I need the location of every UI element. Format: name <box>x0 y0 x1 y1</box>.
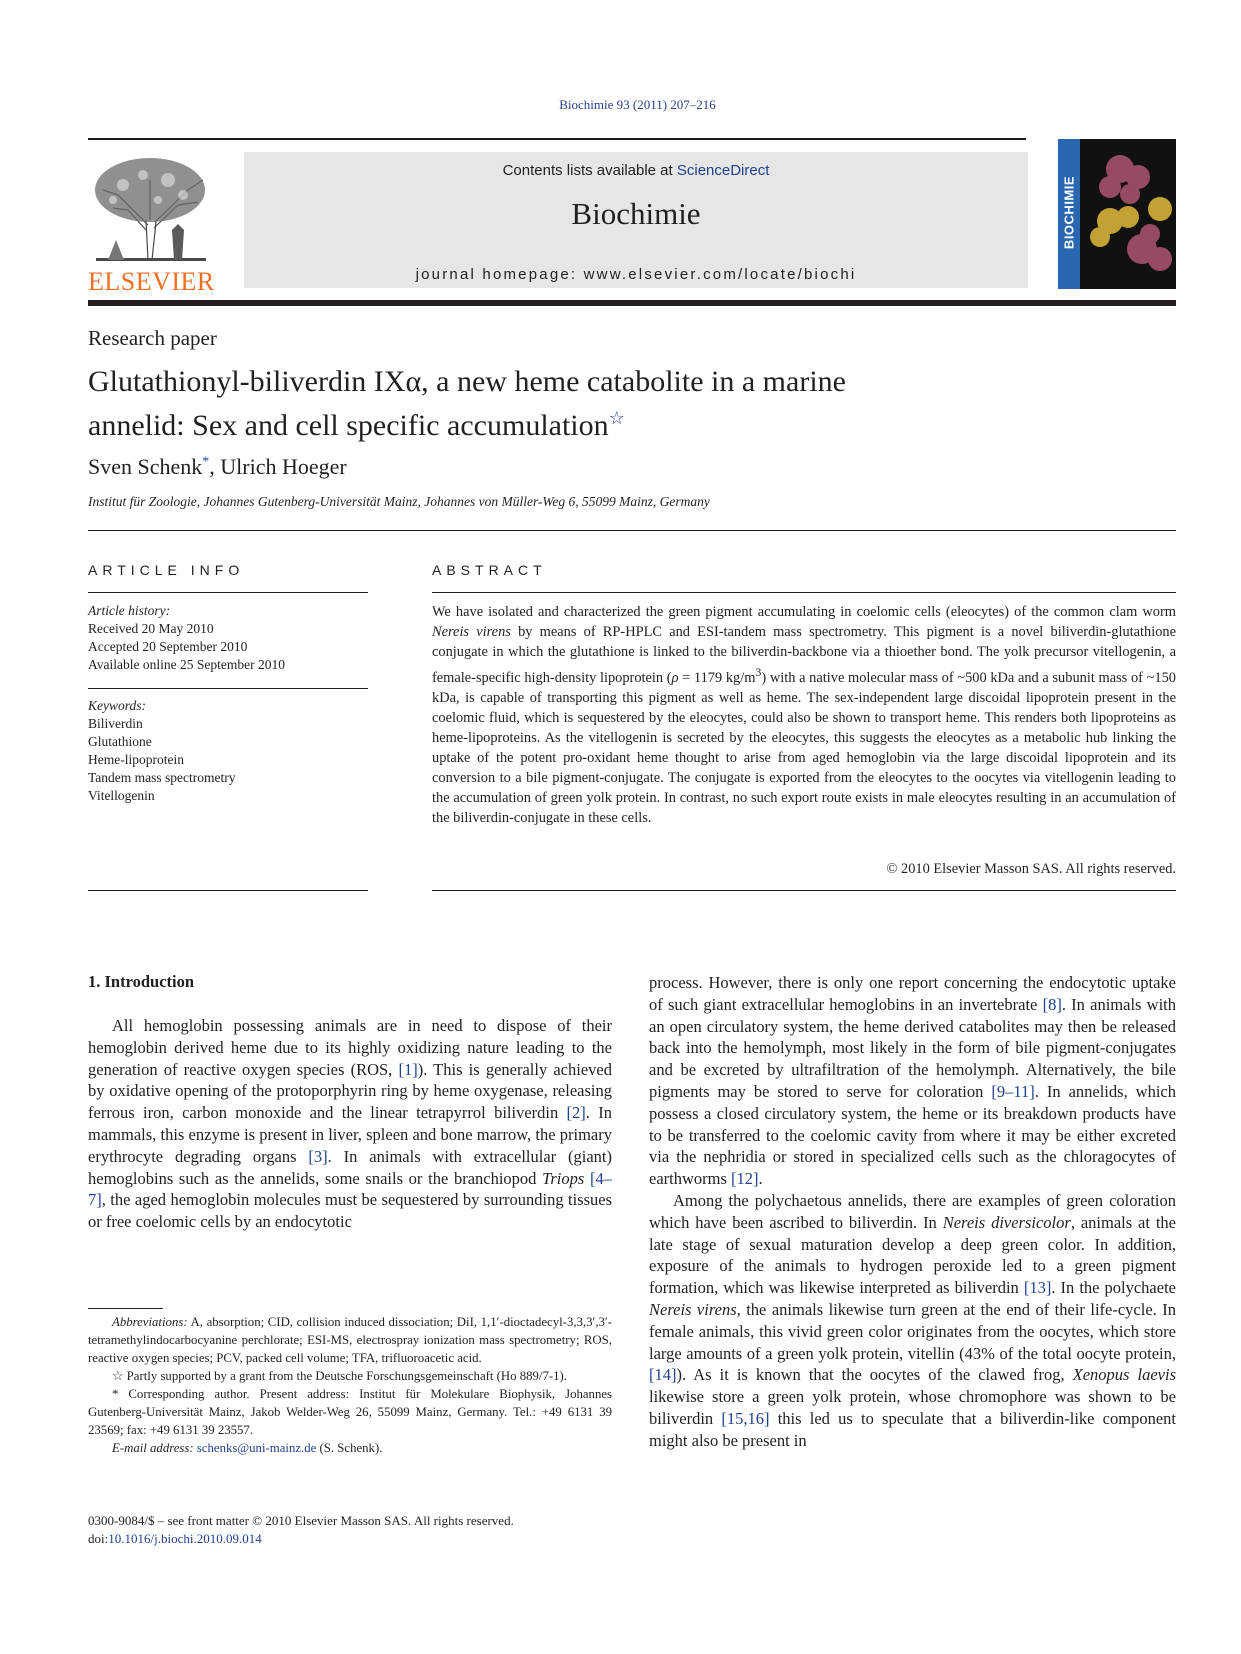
article-info-heading: ARTICLE INFO <box>88 562 245 578</box>
section-heading-introduction: 1. Introduction <box>88 972 195 991</box>
body-column-left <box>88 1015 612 1233</box>
doi-link[interactable]: 10.1016/j.biochi.2010.09.014 <box>108 1531 262 1546</box>
body-column-right <box>649 972 1176 1452</box>
species-name: Triops <box>542 1168 585 1188</box>
ref-link[interactable]: [13] <box>1023 1278 1052 1298</box>
abstract-s1: We have isolated and characterized the green pigment accumulating in coelomic cells (eleocytes) of the common clam worm <box>432 604 1176 620</box>
footnote-funding <box>88 1367 612 1385</box>
abstract-s4: ) with a native molecular mass of ~500 kDa and a subunit mass of ~150 kDa, is capable of transporting this pigment as well as heme. The sex-independent large discoidal lipoprotein present in the coelomic fluid, which is sequestered by the eleocytes, could also be shown to transport heme. This renders both lipoproteins as heme-lipoproteins. As the vitellogenin is secreted by the eleocytes, this suggests the eleocytes as a metabolic hub linking the uptake of the potent pro-oxidant heme thought to arise from aged hemoglobin via the large discoidal lipoprotein and its conversion to a bile pigment-conjugate. The conjugate is exported from the eleocytes to the oocytes via vitellogenin leading to the accumulation of green yolk protein. In contrast, no such export route exists in male eleocytes resulting in an accumulation of the biliverdin-conjugate in these cells. <box>432 669 1176 826</box>
email-label: E-mail address: <box>112 1441 194 1455</box>
keyword-item: Heme-lipoprotein <box>88 752 184 767</box>
article-type: Research paper <box>88 326 217 350</box>
contents-prefix: Contents lists available at <box>502 162 677 179</box>
keywords-label: Keywords: <box>88 698 146 713</box>
text-run: process. However, there is only one report concerning the endocytotic uptake of such giant extracellular hemoglobins in an invertebrate <box>649 973 1176 1014</box>
email-link[interactable]: schenks@uni-mainz.de <box>196 1441 317 1455</box>
ref-link[interactable]: [3] <box>308 1146 328 1166</box>
sciencedirect-link[interactable]: ScienceDirect <box>676 162 770 179</box>
footnote-email <box>88 1439 612 1457</box>
journal-banner <box>244 152 1028 288</box>
info-rule-bottom <box>88 890 368 891</box>
header-top-rule <box>88 138 1026 140</box>
email-suffix: (S. Schenk). <box>316 1441 383 1455</box>
title-rule <box>88 530 1176 531</box>
text-run: Among the polychaetous annelids, there are examples of green coloration which have been ascribed to biliverdin. In <box>649 1190 1176 1232</box>
keyword-item: Tandem mass spectrometry <box>88 770 236 785</box>
text-run: . In mammals, this enzyme is present in liver, spleen and bone marrow, the primary erythrocyte degrading organs <box>88 1103 612 1166</box>
text-run: , the aged hemoglobin molecules must be sequestered by surrounding tissues or free coelomic cells by an endocytotic <box>88 1190 612 1232</box>
ref-link[interactable]: [2] <box>566 1103 586 1123</box>
footnote-corresponding <box>88 1385 612 1439</box>
corresponding-text: Corresponding author. Present address: Institut für Molekulare Biophysik, Johannes Gutenberg-Universität Mainz, Jakob Welder-Weg 26, 55099 Mainz, Germany. Tel.: +49 6131 39 23569; fax: +49 6131 39 23557. <box>88 1387 612 1437</box>
journal-name: Biochimie <box>571 196 701 231</box>
doi-line <box>88 1530 688 1548</box>
journal-cover-thumbnail <box>1058 139 1176 289</box>
online-date: Available online 25 September 2010 <box>88 657 285 672</box>
text-run: . <box>758 1169 763 1189</box>
author-hoeger: Ulrich Hoeger <box>220 454 347 479</box>
text-run: ). This is generally achieved by oxidative opening of the protoporphyrin ring by heme oxygenase, releasing ferrous iron, carbon monoxide and the linear tetrapyrrol biliverdin <box>88 1059 612 1123</box>
doi-label: doi: <box>88 1531 109 1546</box>
text-run: ). As it is known that the oocytes of the clawed frog, <box>676 1365 1073 1385</box>
ref-link[interactable]: [8] <box>1042 994 1062 1014</box>
text-run: , animals at the late stage of sexual maturation develop a deep green color. In addition, exposure of the animals to hydrogen peroxide led to a green pigment formation, which was likewise interpreted as biliverdin <box>649 1212 1177 1298</box>
ref-link[interactable]: [12] <box>731 1169 759 1189</box>
info-rule-mid <box>88 688 368 689</box>
text-run: , the animals likewise turn green at the end of their life-cycle. In female animals, this vivid green color originates from the oocytes, which store large amounts of a green yolk protein, vitellin (43% of the total oocyte protein, <box>649 1299 1176 1363</box>
footnote-rule <box>88 1308 163 1309</box>
text-run: this led us to speculate that a biliverdin-like component might also be present in <box>649 1408 1177 1450</box>
intro-paragraph-1 <box>88 1015 612 1233</box>
funding-text: Partly supported by a grant from the Deutsche Forschungsgemeinschaft (Ho 889/7-1). <box>123 1369 568 1383</box>
abstract-rho: ρ <box>671 669 679 686</box>
abbreviations-text: A, absorption; CID, collision induced dissociation; DiI, 1,1′-dioctadecyl-3,3,3′,3′-tetramethylindocarbocyanine perchlorate; ESI-MS, electrospray ionization mass spectrometry; ROS, reactive oxygen species; PCV, packed cell volume; TFA, trifluoroacetic acid. <box>88 1315 612 1365</box>
abstract-copyright: © 2010 Elsevier Masson SAS. All rights reserved. <box>886 861 1176 877</box>
text-run: All hemoglobin possessing animals are in need to dispose of their hemoglobin derived heme due to its highly oxidizing nature leading to the generation of reactive oxygen species (ROS, <box>88 1016 612 1079</box>
journal-homepage[interactable]: journal homepage: www.elsevier.com/locate/biochi <box>415 266 857 283</box>
ref-link[interactable]: [14] <box>649 1365 677 1385</box>
author-schenk: Sven Schenk <box>88 454 203 479</box>
received-date: Received 20 May 2010 <box>88 621 214 636</box>
intro-paragraph-2 <box>649 1190 1176 1452</box>
ref-link[interactable]: [15,16] <box>721 1408 770 1428</box>
abbreviations-label: Abbreviations: <box>112 1315 188 1329</box>
abstract-rule-bottom <box>432 890 1176 891</box>
abstract-s2: by means of RP-HPLC and ESI-tandem mass spectrometry. This pigment is a novel biliverdin-glutathione conjugate in which the glutathione is linked to the biliverdin-backbone via a thioether bond. The yolk precursor vitellogenin, a female-specific high-density lipoprotein ( <box>432 624 1176 686</box>
contents-line <box>244 162 1028 179</box>
protein-structure-image <box>1080 139 1176 289</box>
text-run: . In the polychaete <box>1051 1278 1176 1298</box>
title-footnote-mark[interactable]: ☆ <box>608 408 625 428</box>
abstract-s3-sup: 3 <box>755 665 762 679</box>
abstract-s3: = 1179 kg/m <box>678 669 756 686</box>
species-name: Nereis virens <box>649 1299 737 1319</box>
front-matter <box>88 1512 688 1548</box>
corresponding-mark: * <box>112 1387 119 1401</box>
journal-citation[interactable]: Biochimie 93 (2011) 207–216 <box>559 97 716 112</box>
title-line-2: annelid: Sex and cell specific accumulation <box>88 409 609 442</box>
abstract-heading: ABSTRACT <box>432 562 547 578</box>
ref-link[interactable]: [4–7] <box>88 1168 612 1210</box>
author-separator: , <box>209 454 221 479</box>
keyword-item: Vitellogenin <box>88 788 155 803</box>
abstract-body <box>432 602 1176 828</box>
history-label: Article history: <box>88 603 171 618</box>
keywords <box>88 697 368 805</box>
intro-paragraph-1-cont <box>649 972 1176 1190</box>
issn-line: 0300-9084/$ – see front matter © 2010 Elsevier Masson SAS. All rights reserved. <box>88 1513 514 1528</box>
text-run: likewise store a green yolk protein, whose chromophore was shown to be biliverdin <box>649 1387 1176 1428</box>
species-name: Xenopus laevis <box>1072 1365 1176 1385</box>
footnote-abbreviations <box>88 1313 612 1367</box>
footnotes <box>88 1313 612 1457</box>
accepted-date: Accepted 20 September 2010 <box>88 639 248 654</box>
cover-title: BIOCHIMIE <box>1061 175 1077 250</box>
header-bottom-rule <box>88 300 1176 306</box>
article-title <box>88 364 988 444</box>
star-mark: ☆ <box>112 1369 124 1383</box>
ref-link[interactable]: [1] <box>398 1059 418 1079</box>
keyword-item: Glutathione <box>88 734 152 749</box>
corresponding-author-mark[interactable]: * <box>202 454 210 470</box>
text-run: . In animals with extracellular (giant) hemoglobins such as the annelids, some snails or the branchiopod <box>88 1146 612 1188</box>
ref-link[interactable]: [9–11] <box>991 1081 1035 1101</box>
text-run: . In animals with an open circulatory system, the heme derived catabolites may then be released back into the hemolymph, most likely in the form of bile pigment-conjugates and be excreted by ultrafiltration of the hemolymph. Alternatively, the bile pigments may be stored to serve for coloration <box>649 994 1176 1101</box>
title-line-1: Glutathionyl-biliverdin IXα, a new heme catabolite in a marine <box>88 365 846 398</box>
text-run: . In annelids, which possess a closed circulatory system, the heme or its breakdown products have to be transferred to the coelomic cavity from where it may be either excreted via the nephridia or stored in specialized cells such as the chloragocytes of earthworms <box>649 1081 1176 1189</box>
author-list <box>88 454 347 480</box>
info-rule-top <box>88 592 368 593</box>
elsevier-wordmark: ELSEVIER <box>88 267 215 296</box>
abstract-rule-top <box>432 592 1176 593</box>
keyword-item: Biliverdin <box>88 716 143 731</box>
abstract-species: Nereis virens <box>432 624 511 640</box>
species-name: Nereis diversicolor <box>942 1212 1071 1232</box>
article-history <box>88 602 368 674</box>
affiliation: Institut für Zoologie, Johannes Gutenberg-Universität Mainz, Johannes von Müller-Weg 6, 55099 Mainz, Germany <box>88 494 710 509</box>
